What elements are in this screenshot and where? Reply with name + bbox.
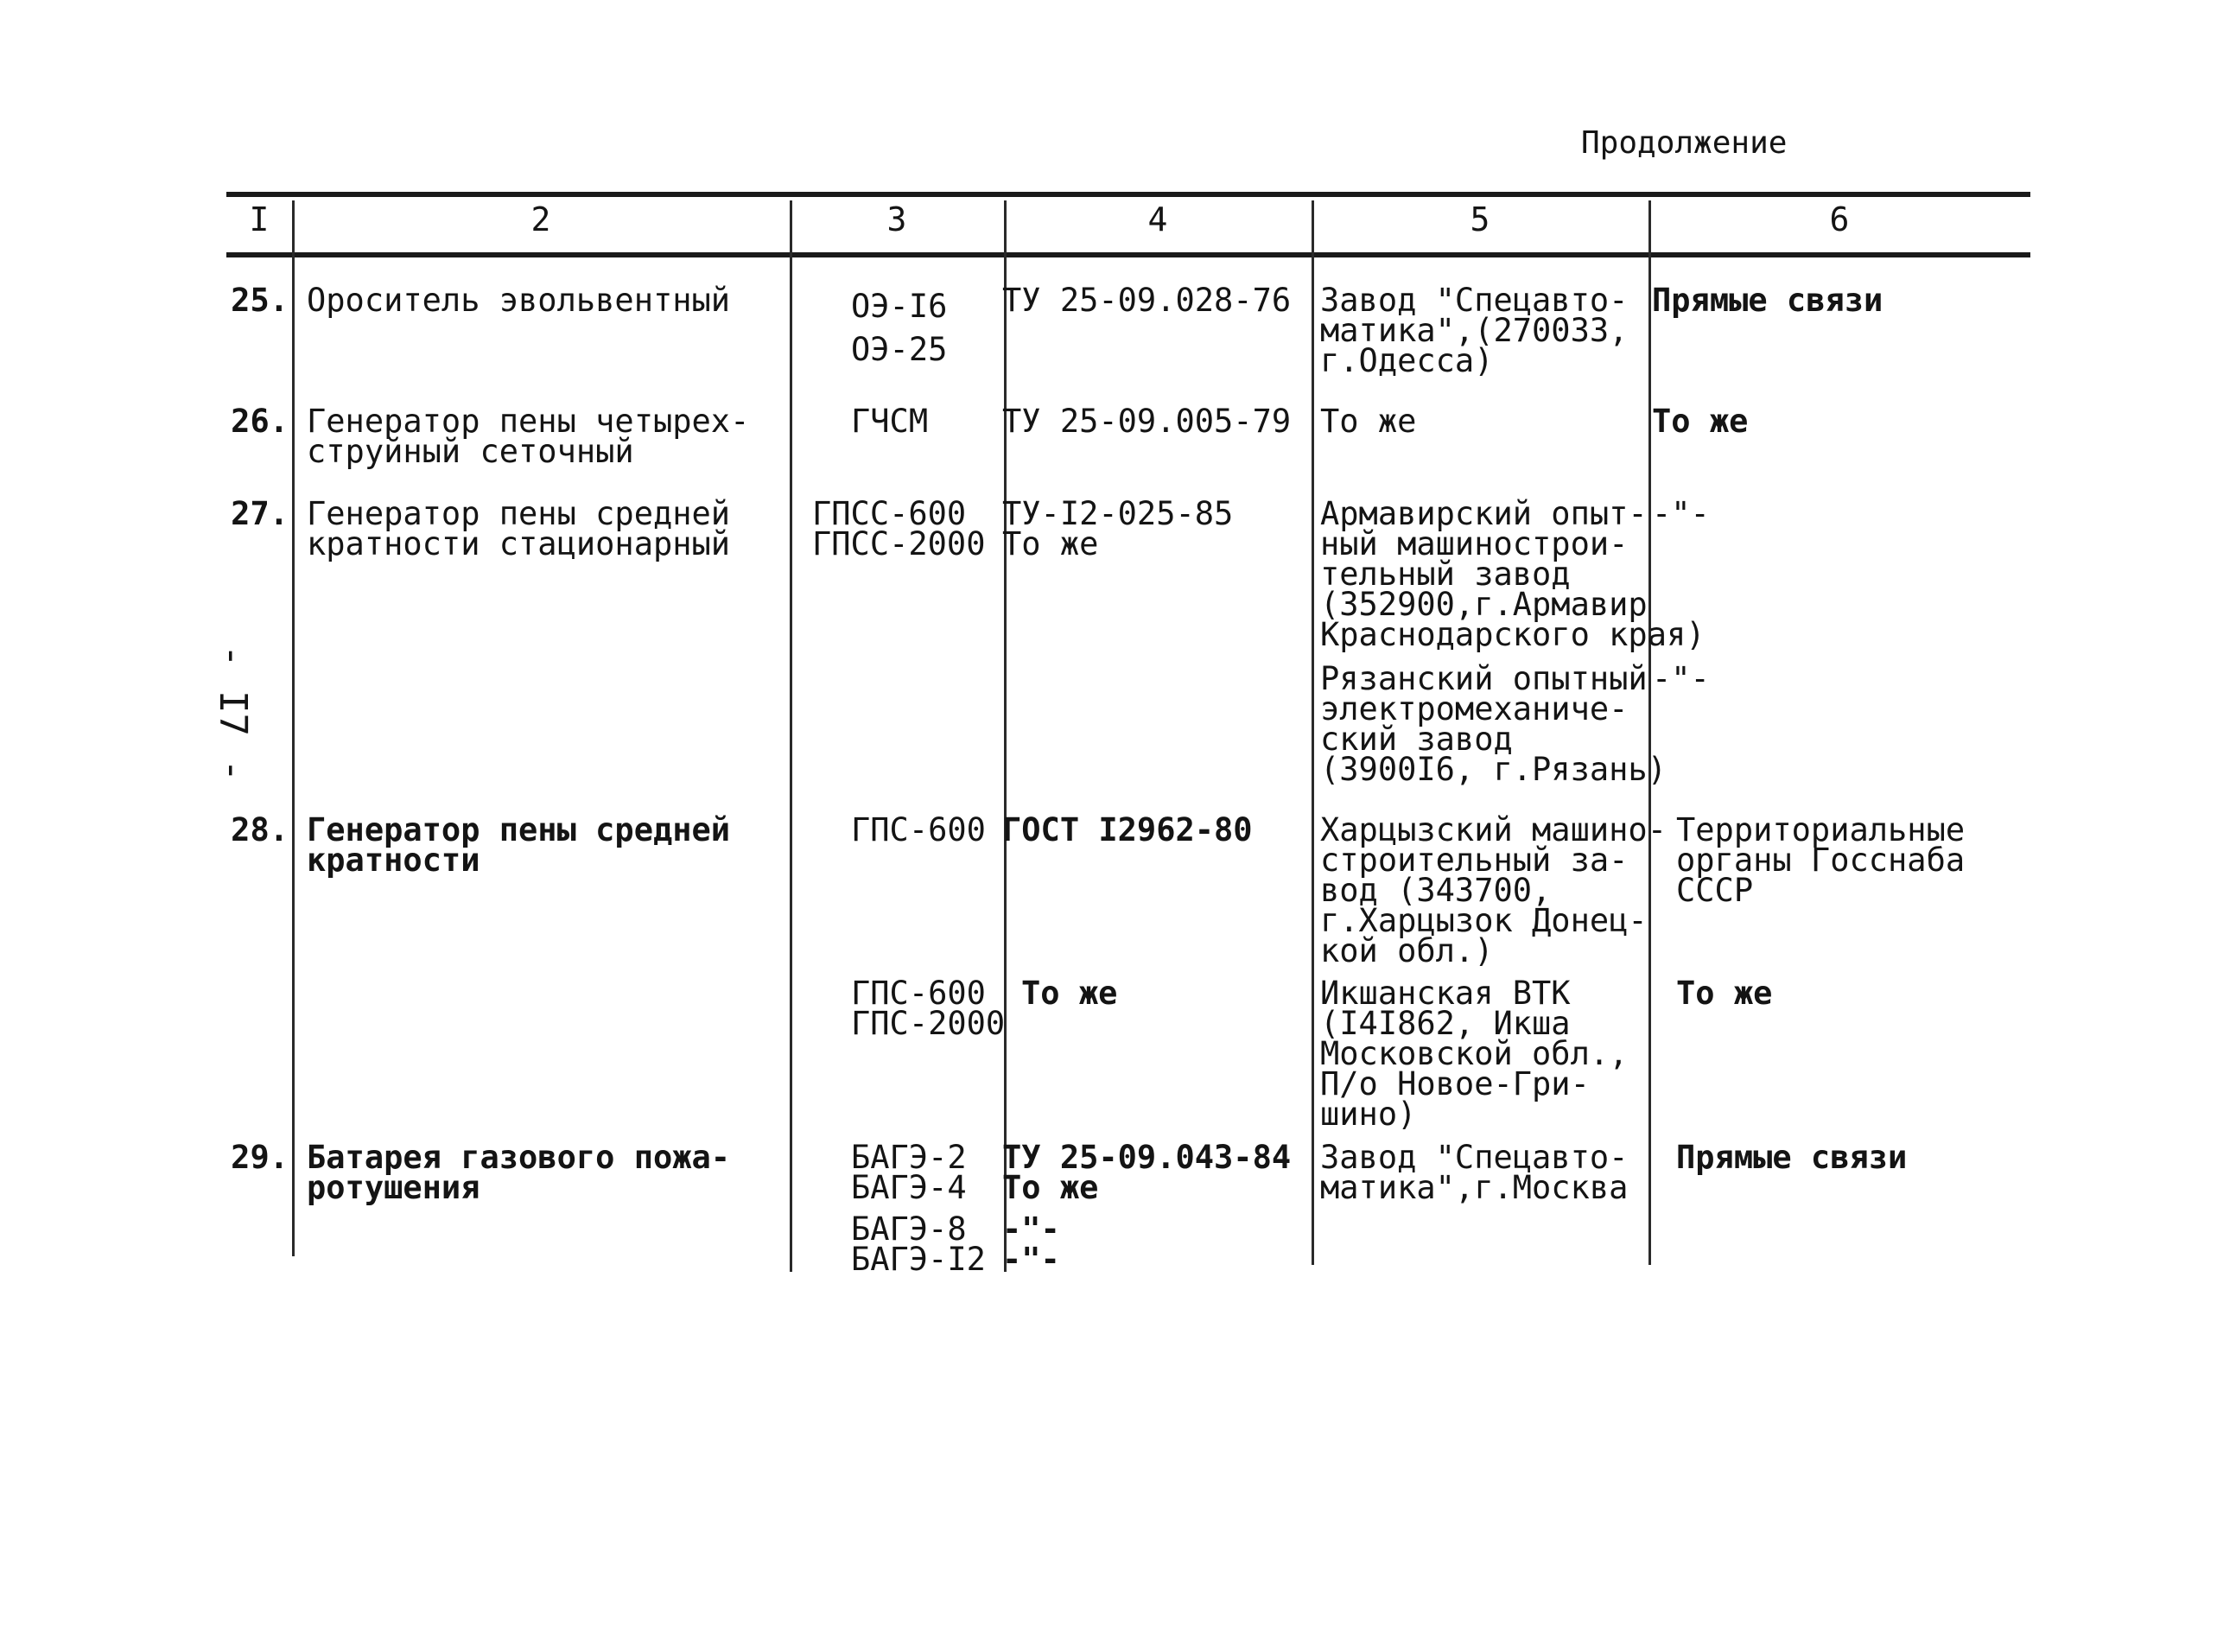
row-28-maker-1: Харцызский машино- строительный за- вод (343700, г.Харцызок Донец- кой обл.) xyxy=(1320,811,1667,969)
row-27-type-code: ГПСС-600 ГПСС-2000 xyxy=(812,495,986,562)
row-25-spec: ТУ 25-09.028-76 xyxy=(1002,282,1292,319)
col-header-3: 3 xyxy=(886,200,907,238)
row-27-name: Генератор пены средней кратности стационарный xyxy=(307,495,731,562)
row-25-number: 25. xyxy=(231,282,289,319)
row-27-spec: ТУ-I2-025-85 То же xyxy=(1002,495,1234,562)
row-26-type-code: ГЧСМ xyxy=(851,403,929,440)
row-27-channel-1: -"- xyxy=(1652,495,1710,532)
row-29-type-code-1: БАГЭ-2 БАГЭ-4 xyxy=(851,1139,967,1206)
row-25-channel: Прямые связи xyxy=(1652,282,1883,319)
row-28-channel-2: То же xyxy=(1676,975,1773,1012)
row-29-number: 29. xyxy=(231,1139,289,1176)
row-29-channel: Прямые связи xyxy=(1676,1139,1908,1176)
continuation-label: Продолжение xyxy=(1581,125,1788,161)
page-number: - I7 - xyxy=(210,645,255,782)
col-header-6: 6 xyxy=(1829,200,1850,238)
table-header-rule xyxy=(226,252,2030,257)
row-28-maker-2: Икшанская ВТК (I4I862, Икша Московской обл., П/о Новое-Гри- шино) xyxy=(1320,975,1629,1133)
row-27-maker-1: Армавирский опыт- ный машинострои- тельный завод (352900,г.Армавир Краснодарского края) xyxy=(1320,495,1706,653)
row-28-spec-1: ГОСТ I2962-80 xyxy=(1002,811,1253,848)
row-28-type-code-2: ГПС-600 ГПС-2000 xyxy=(851,975,1006,1042)
row-29-spec-1: ТУ 25-09.043-84 То же xyxy=(1002,1139,1292,1206)
row-28-channel-1: Территориальные органы Госснаба СССР xyxy=(1676,811,1966,909)
row-26-spec: ТУ 25-09.005-79 xyxy=(1002,403,1292,440)
row-25-maker: Завод "Спецавто- матика",(270033, г.Одесса) xyxy=(1320,282,1629,379)
col-divider-1 xyxy=(292,200,295,1256)
row-26-maker: То же xyxy=(1320,403,1417,440)
row-29-spec-2: -"- -"- xyxy=(1002,1210,1060,1278)
row-26-name: Генератор пены четырех- струйный сеточный xyxy=(307,403,750,470)
col-divider-4 xyxy=(1312,200,1314,1265)
row-29-maker: Завод "Спецавто- матика",г.Москва xyxy=(1320,1139,1629,1206)
col-divider-2 xyxy=(790,200,792,1272)
row-26-number: 26. xyxy=(231,403,289,440)
row-27-maker-2: Рязанский опытный электромеханиче- ский завод (3900I6, г.Рязань) xyxy=(1320,660,1667,788)
row-26-channel: То же xyxy=(1652,403,1749,440)
row-28-number: 28. xyxy=(231,811,289,848)
row-25-type-code: ОЭ-I6 ОЭ-25 xyxy=(851,288,948,368)
row-28-type-code-1: ГПС-600 xyxy=(851,811,986,848)
row-27-channel-2: -"- xyxy=(1652,660,1710,697)
col-header-5: 5 xyxy=(1470,200,1490,238)
row-28-name: Генератор пены средней кратности xyxy=(307,811,731,879)
col-header-2: 2 xyxy=(530,200,551,238)
row-29-name: Батарея газового пожа- ротушения xyxy=(307,1139,731,1206)
col-divider-3 xyxy=(1004,200,1007,1272)
row-29-type-code-2: БАГЭ-8 БАГЭ-I2 xyxy=(851,1210,986,1278)
col-header-1: I xyxy=(249,200,270,238)
row-28-spec-2: То же xyxy=(1021,975,1118,1012)
table-top-rule xyxy=(226,192,2030,197)
row-25-name: Ороситель эвольвентный xyxy=(307,282,731,319)
row-27-number: 27. xyxy=(231,495,289,532)
col-header-4: 4 xyxy=(1147,200,1168,238)
